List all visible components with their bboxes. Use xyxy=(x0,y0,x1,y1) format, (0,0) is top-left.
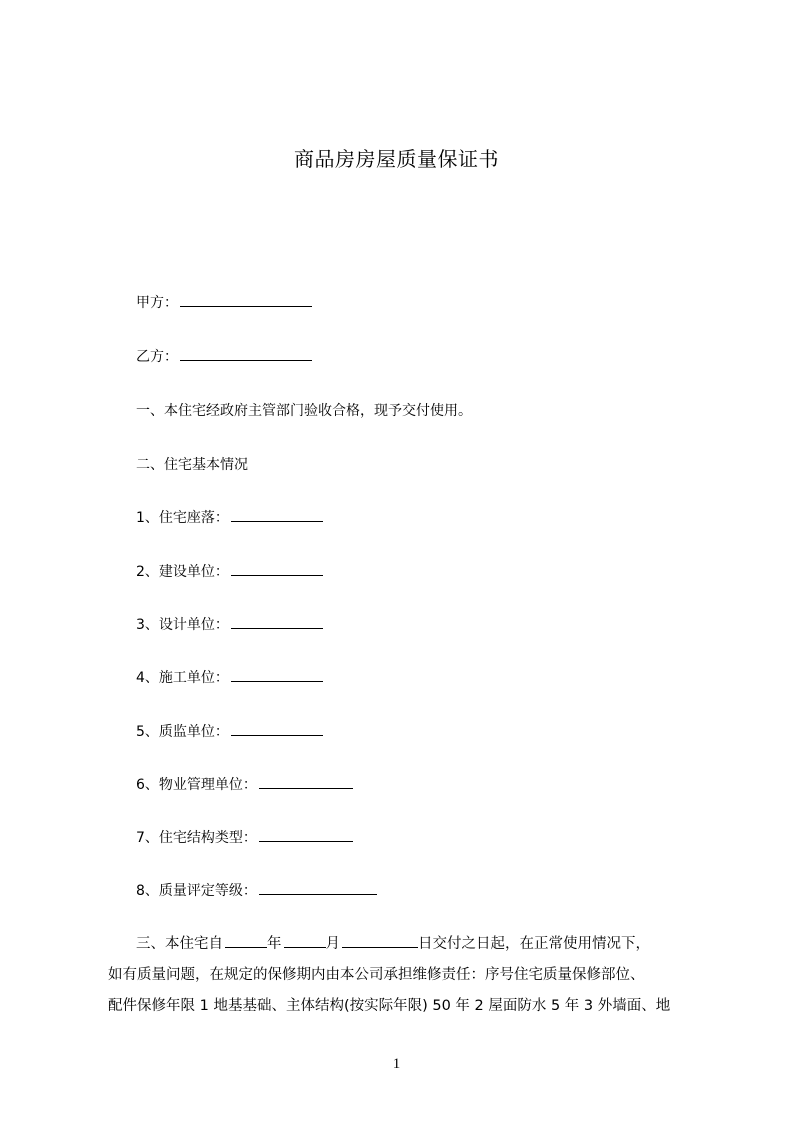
item-1-location xyxy=(136,507,323,527)
item-4-builder xyxy=(136,667,323,687)
party-b-blank xyxy=(180,346,312,361)
day-blank xyxy=(342,933,418,948)
party-a-line xyxy=(136,292,312,312)
item-label: 5、质监单位： xyxy=(136,724,229,740)
item-blank xyxy=(259,774,353,789)
item-blank xyxy=(231,721,323,736)
item-2-developer xyxy=(136,561,323,581)
section-3-line-2: 如有质量问题，在规定的保修期内由本公司承担维修责任：序号住宅质量保修部位、 xyxy=(108,967,645,983)
section-3-prefix: 三、本住宅自 xyxy=(136,936,223,952)
month-blank xyxy=(284,933,326,948)
page-number: 1 xyxy=(392,1056,401,1072)
section-3-year: 年 xyxy=(267,936,282,952)
item-blank xyxy=(259,827,353,842)
item-5-quality-supervisor xyxy=(136,721,323,741)
section-3-month: 月 xyxy=(325,936,340,952)
section-1: 一、本住宅经政府主管部门验收合格，现予交付使用。 xyxy=(136,403,472,419)
item-blank xyxy=(231,561,323,576)
item-label: 2、建设单位： xyxy=(136,564,229,580)
item-3-designer xyxy=(136,614,323,634)
item-8-quality-grade xyxy=(136,880,377,900)
party-b-line xyxy=(136,346,312,366)
section-2-heading: 二、住宅基本情况 xyxy=(136,457,248,473)
item-7-structure-type xyxy=(136,827,353,847)
item-label: 4、施工单位： xyxy=(136,670,229,686)
item-label: 8、质量评定等级： xyxy=(136,883,257,899)
party-b-label: 乙方： xyxy=(136,349,178,365)
item-label: 6、物业管理单位： xyxy=(136,777,257,793)
item-blank xyxy=(259,880,377,895)
item-blank xyxy=(231,614,323,629)
year-blank xyxy=(225,933,267,948)
document-title: 商品房房屋质量保证书 xyxy=(294,147,499,171)
item-blank xyxy=(231,507,323,522)
party-a-blank xyxy=(180,292,312,307)
item-label: 3、设计单位： xyxy=(136,617,229,633)
section-3-line-3: 配件保修年限 1 地基基础、主体结构(按实际年限) 50 年 2 屋面防水 5 年 3 外墙面、地 xyxy=(108,998,671,1014)
section-3-rest: 日交付之日起，在正常使用情况下， xyxy=(418,936,650,952)
section-3-line-1 xyxy=(136,932,696,953)
party-a-label: 甲方： xyxy=(136,295,178,311)
item-6-property-management xyxy=(136,774,353,794)
item-blank xyxy=(231,667,323,682)
item-label: 7、住宅结构类型： xyxy=(136,830,257,846)
item-label: 1、住宅座落： xyxy=(136,510,229,526)
